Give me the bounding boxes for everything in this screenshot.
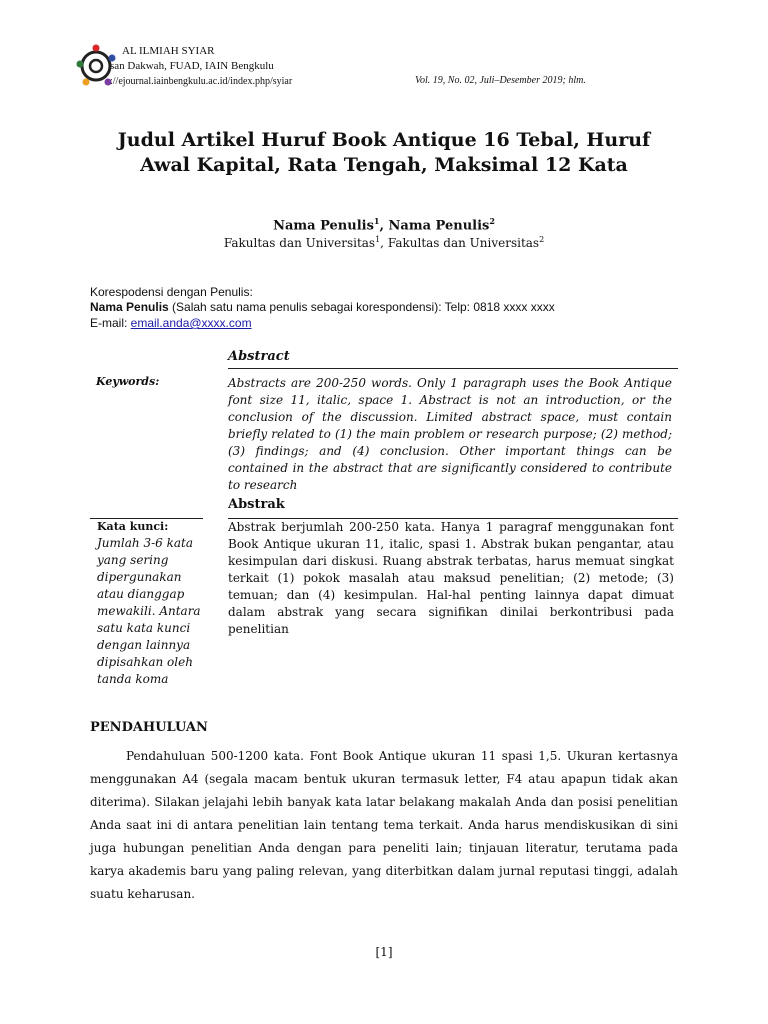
logo-dot-green: [77, 61, 84, 68]
author-1-sup: 1: [373, 216, 380, 226]
author-line: [90, 216, 678, 233]
article-title: Judul Artikel Huruf Book Antique 16 Tebal, Huruf Awal Kapital, Rata Tengah, Maksimal 12 Kata: [117, 129, 651, 176]
journal-department: san Dakwah, FUAD, IAIN Bengkulu: [110, 60, 274, 72]
correspondence-heading: Korespodensi dengan Penulis:: [90, 285, 253, 299]
affiliation-2: Fakultas dan Universitas: [387, 236, 540, 250]
introduction-paragraph: Pendahuluan 500-1200 kata. Font Book Antique ukuran 11 spasi 1,5. Ukuran kertasnya menggunakan A4 (segala macam bentuk ukuran termasuk letter, F4 atau apapun tidak akan diterima). Silakan jelajahi lebih banyak kata latar belakang makalah Anda dan posisi penelitian Anda saat ini di antara penelitian lain tentang tema terkait. Anda harus mendiskusikan di sini juga hubungan penelitian Anda dengan para peneliti lain; tinjauan literatur, terutama pada karya akademis baru yang paling relevan, yang diterbitkan dalam jurnal reputasi tinggi, adalah suatu keharusan.: [90, 749, 678, 901]
affiliation-1-sup: 1: [375, 235, 381, 244]
page-number: [1]: [375, 945, 393, 959]
correspondence-note: (Salah satu nama penulis sebagai korespondensi): Telp: 0818 xxxx xxxx: [168, 300, 555, 314]
kata-kunci-label: Kata kunci:: [97, 520, 169, 533]
abstract-heading: Abstract: [228, 349, 290, 364]
logo-dot-orange: [83, 79, 90, 86]
author-2-sup: 2: [489, 216, 495, 226]
affiliation-2-sup: 2: [539, 235, 545, 244]
abstrak-heading: Abstrak: [228, 497, 285, 512]
kata-kunci-text: Jumlah 3-6 kata yang sering dipergunakan atau dianggap mewakili. Antara satu kata kunci dengan lainnya dipisahkan oleh tanda koma: [97, 536, 201, 686]
affiliation-line: [90, 235, 678, 250]
email-link[interactable]: email.anda@xxxx.com: [130, 316, 252, 330]
correspondence-name: Nama Penulis: [90, 300, 169, 314]
abstract-text: Abstracts are 200-250 words. Only 1 paragraph uses the Book Antique font size 11, italic, space 1. Abstract is not an introduction, or the conclusion of the discussion. Limited abstract space, must contain briefly related to (1) the main problem or research purpose; (2) method; (3) findings; and (4) conclusion. Other important things can be contained in the abstract that are significantly considered to contribute to research: [228, 376, 672, 492]
author-2: Nama Penulis: [388, 218, 490, 234]
email-label: E-mail:: [90, 316, 131, 330]
author-1: Nama Penulis: [273, 218, 374, 234]
keywords-label: Keywords:: [96, 375, 160, 388]
journal-url[interactable]: ://ejournal.iainbengkulu.ac.id/index.php/syiar: [110, 76, 293, 87]
section-heading-pendahuluan: PENDAHULUAN: [90, 720, 208, 735]
correspondence-email-row: [90, 316, 252, 331]
journal-volume: Vol. 19, No. 02, Juli–Desember 2019; hlm.: [415, 75, 586, 86]
logo-dot-red: [93, 45, 100, 52]
kata-kunci-divider: [90, 518, 203, 519]
correspondence-author: [90, 300, 555, 315]
affiliation-separator: ,: [380, 236, 388, 250]
abstrak-text: Abstrak berjumlah 200-250 kata. Hanya 1 paragraf menggunakan font Book Antique ukuran 11, italic, spasi 1. Abstrak bukan pengantar, atau kesimpulan dari diskusi. Ruang abstrak terbatas, harus memuat singkat terkait (1) pokok masalah atau maksud penelitian; (2) metode; (3) temuan; dan (4) kesimpulan. Hal-hal penting lainnya dapat dimuat dalam abstrak yang secara signifikan dinilai berkontribusi pada penelitian: [228, 520, 674, 636]
author-separator: ,: [379, 218, 389, 234]
abstract-divider: [228, 368, 678, 369]
journal-name: AL ILMIAH SYIAR: [122, 45, 215, 57]
affiliation-1: Fakultas dan Universitas: [223, 236, 376, 250]
